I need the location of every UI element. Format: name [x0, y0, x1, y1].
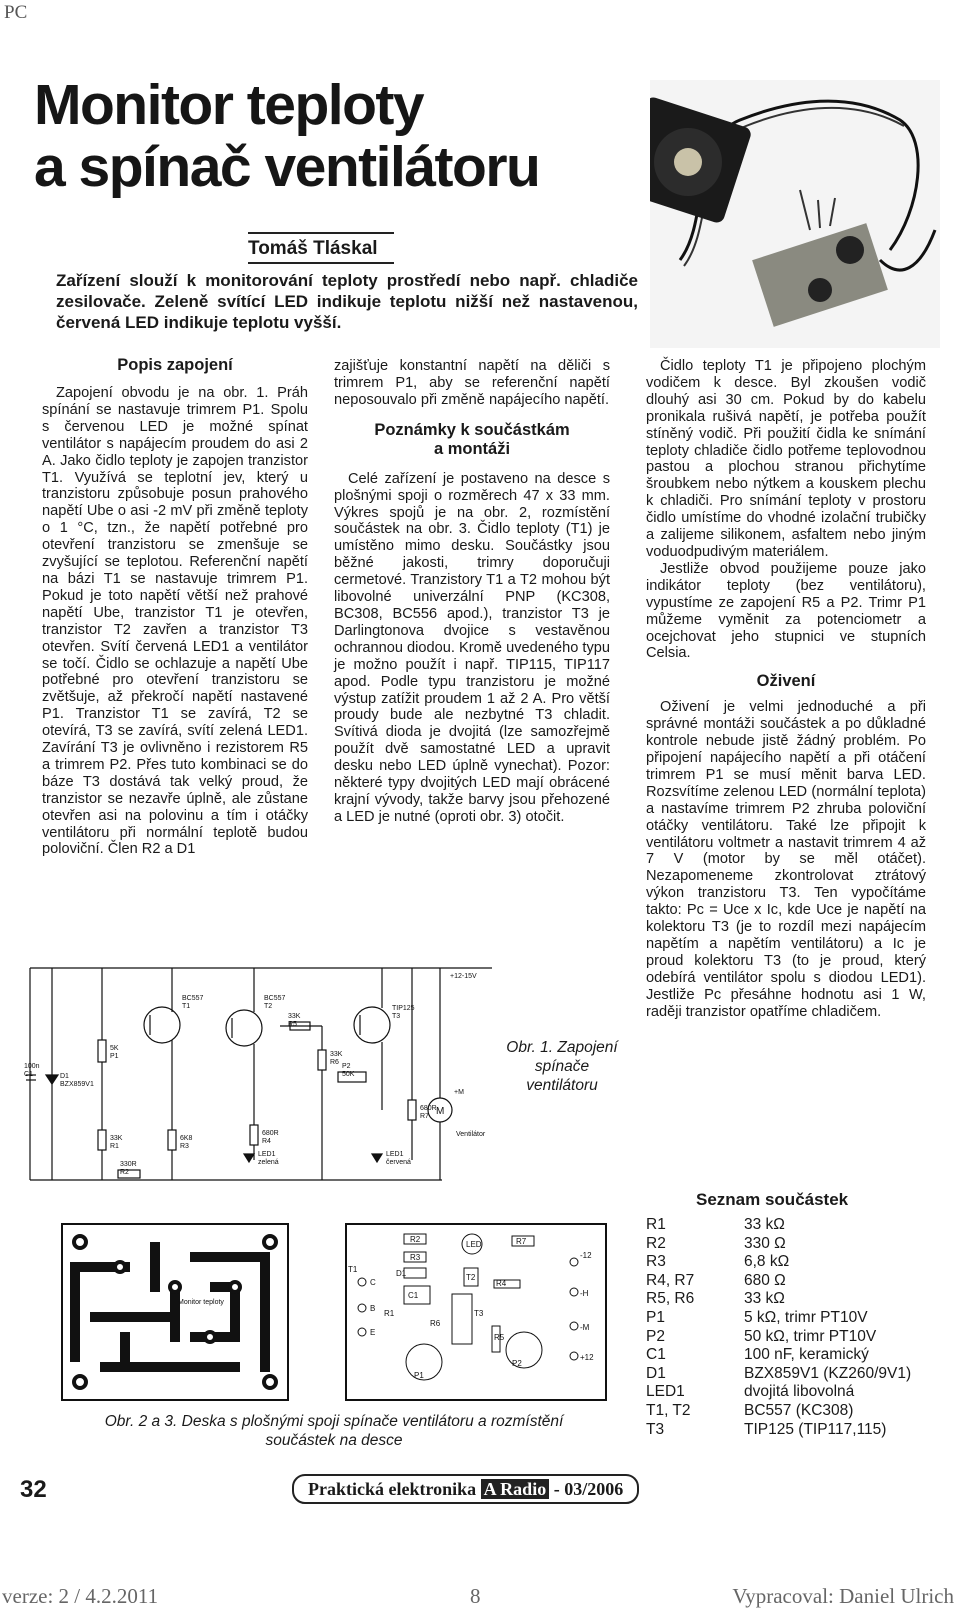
layout-c1: C1: [408, 1291, 419, 1300]
part-value: dvojitá libovolná: [744, 1383, 855, 1401]
part-value: 50 kΩ, trimr PT10V: [744, 1327, 877, 1345]
column-3: [646, 358, 926, 1021]
footer-author: Vypracoval: Daniel Ulrich: [732, 1584, 954, 1608]
label-r6: 33K R6: [330, 1051, 343, 1066]
layout-t3: T3: [474, 1309, 484, 1318]
page-number: 32: [20, 1476, 47, 1503]
label-r5: 33K R5: [288, 1013, 301, 1028]
part-ref: R4, R7: [646, 1271, 695, 1289]
banner-left: Praktická elektronika: [308, 1479, 477, 1499]
corner-label: PC: [4, 2, 28, 23]
label-p1: 5K P1: [110, 1045, 119, 1060]
footer-page: 8: [470, 1584, 481, 1608]
label-c1: 100n C1: [24, 1063, 40, 1078]
part-ref: D1: [646, 1364, 666, 1382]
pcb-label: Monitor teploty: [178, 1299, 224, 1306]
parts-row: [646, 1365, 911, 1384]
parts-row: [646, 1309, 911, 1328]
parts-row: [646, 1290, 911, 1309]
layout-t1: T1: [348, 1265, 358, 1274]
fan-board-photo: [650, 80, 940, 348]
parts-row: [646, 1216, 911, 1235]
layout-r3: R3: [410, 1253, 421, 1262]
col3-paragraph-1: Čidlo teploty T1 je připojeno plochým vodičem k desce. Byl zkoušen vodič dlouhý asi 30 cm. Pokud by do kabelu pronikala rušivá napětí, je potřeba použít stíněný vodič. Při použití čidla ke snímání teploty chladiče čidlo potřeme teplovodnou pastou a plochou stranou přichytíme šroubkem nebo nýtkem a kouskem plechu k chladiči. Pro snímání teploty v prostoru čidlo umístíme do vhodné izolační trubičky a zalijeme silikonem, asfaltem nebo jiným voduodpudivým materiálem.: [646, 358, 926, 560]
label-fan: Ventilátor: [456, 1131, 486, 1138]
layout-pin-h: -H: [580, 1289, 589, 1298]
col1-paragraph-1: Zapojení obvodu je na obr. 1. Práh spínání se nastavuje trimrem P1. Spolu s červenou LED je možné spínat ventilátor s napájecím proudem do asi 2 A. Jako čidlo teploty je zapojen tranzistor T1. Využívá se teplotní jev, který u tranzistoru způsobuje posun prahového napětí Ube o asi -2 mV při změně teploty o 1 °C, tzn., že napětí potřebné pro otevření tranzistoru se zmenšuje se zvyšující se teplotou. Referenční napětí na bázi T1 se nastavuje trimrem P1. Pokud je toto napětí větší než prahové napětí Ube, tranzistor T1 je otevřen, tranzistor T2 zavřen a tranzistor T3 otevřen. Svítí červená LED1 a ventilátor se točí. Čidlo se ochlazuje a napětí Ube potřebné pro otevření tranzistoru se zvětšuje, až překročí napětí nastavené P1. Tranzistor T1 se zavírá, T2 se otevírá, T3 se zavírá, svítí zelená LED1. Zavírání T3 je ovlivněno i rezistorem R5 a trimrem P2. Přes tuto kombinaci se do báze T3 dostává tak velký proud, že tranzistor se nezavře úplně, ale zůstane otevřen asi na polovinu a tím i otáčky ventilátoru při normální teplotě budou poloviční. Člen R2 a D1: [42, 385, 308, 858]
part-value: 6,8 kΩ: [744, 1253, 790, 1271]
parts-row: [646, 1235, 911, 1254]
pcb-copper-drawing: [60, 1222, 290, 1402]
layout-pin-m: -M: [580, 1323, 590, 1332]
footer-version: verze: 2 / 4.2.2011: [2, 1584, 159, 1608]
parts-list: [646, 1216, 911, 1439]
part-value: 680 Ω: [744, 1271, 786, 1289]
heading-popis-zapojeni: Popis zapojení: [117, 356, 233, 374]
banner-inverted: A Radio: [481, 1479, 550, 1499]
label-d1: D1 BZX859V1: [60, 1073, 94, 1088]
layout-r4: R4: [496, 1279, 507, 1288]
layout-r2: R2: [410, 1235, 421, 1244]
layout-d1: D1: [396, 1269, 407, 1278]
parts-row: [646, 1383, 911, 1402]
figure-2-3-caption: Obr. 2 a 3. Deska s plošnými spoji spínače ventilátoru a rozmístění součástek na desce: [104, 1413, 564, 1449]
label-r4: 680R R4: [262, 1130, 279, 1145]
figure-1-caption: Obr. 1. Zapojení spínače ventilátoru: [506, 1039, 618, 1094]
layout-r6: R6: [430, 1319, 441, 1328]
layout-led: LED: [466, 1240, 482, 1249]
column-1: [42, 356, 308, 858]
layout-pin-c: C: [370, 1278, 376, 1287]
part-ref: P2: [646, 1327, 665, 1345]
label-p2: P2 50K: [342, 1063, 355, 1078]
label-r7: 680R R7: [420, 1105, 437, 1120]
label-r2: 330R R2: [120, 1161, 137, 1176]
layout-r1: R1: [384, 1309, 395, 1318]
part-ref: T3: [646, 1420, 665, 1438]
parts-row: [646, 1328, 911, 1347]
part-value: 330 Ω: [744, 1234, 786, 1252]
part-value: 33 kΩ: [744, 1216, 785, 1233]
article-title: [34, 74, 634, 198]
part-ref: LED1: [646, 1383, 685, 1401]
label-t3: TIP125 T3: [392, 1005, 415, 1020]
part-ref: R3: [646, 1253, 666, 1271]
part-ref: C1: [646, 1346, 666, 1364]
label-r3: 6K8 R3: [180, 1135, 193, 1150]
part-value: BZX859V1 (KZ260/9V1): [744, 1364, 912, 1382]
parts-row: [646, 1421, 911, 1440]
lead-paragraph: Zařízení slouží k monitorování teploty prostředí nebo např. chladiče zesilovače. Zeleně svítící LED indikuje teplotu nižší než nastavenou, červená LED indikuje teplotu vyšší.: [56, 271, 638, 332]
layout-r7: R7: [516, 1237, 527, 1246]
part-ref: P1: [646, 1308, 665, 1326]
layout-p1: P1: [414, 1371, 424, 1380]
author: Tomáš Tláskal: [248, 238, 378, 259]
label-t2: BC557 T2: [264, 995, 286, 1010]
label-led-green: LED1 zelená: [258, 1151, 279, 1166]
author-rule-top: [248, 232, 394, 234]
parts-row: [646, 1272, 911, 1291]
component-layout-drawing: [344, 1222, 608, 1402]
part-value: 5 kΩ, trimr PT10V: [744, 1308, 868, 1326]
title-line-2: a spínač ventilátoru: [34, 135, 540, 199]
layout-r5: R5: [494, 1333, 505, 1342]
heading-poznamky-line-2: a montáži: [433, 439, 511, 458]
part-ref: R5, R6: [646, 1290, 695, 1308]
title-line-1: Monitor teploty: [34, 73, 424, 137]
banner-right: - 03/2006: [553, 1479, 624, 1499]
col2-paragraph-1: Celé zařízení je postaveno na desce s plošnými spoji o rozměrech 47 x 33 mm. Výkres spojů je na obr. 2, rozmístění součástek na obr. 3. Čidlo teploty (T1) je umístěno mimo desku. Součástky jsou běžné jakosti, trimry doporučuji cermetové. Tranzistory T1 a T2 mohou být libovolné univerzální PNP (KC308, BC308, BC556 apod.), tranzistor T3 je Darlingtonova dvojice s vestavěnou ochrannou diodou. Kromě uvedeného typu je možno použít i např. TIP115, TIP117 apod. Podle typu tranzistoru je možné výstup zatížit proudem 1 až 2 A. Pro větší proudy bude ale nezbytné T3 chladit. Svítivá dioda je dvojitá (lze samozřejmě použít dvě samostatné LED a upravit desku nebo LED úplně vynechat). Pozor: některé typy dvojitých LED mají obrácené krajní vývody, takže barvy jsou přehozené a LED je nutné (oproti obr. 3) otočit.: [334, 470, 610, 825]
layout-pin-e: E: [370, 1328, 376, 1337]
parts-row: [646, 1346, 911, 1365]
layout-pin-m12: -12: [580, 1251, 592, 1260]
label-t1: BC557 T1: [182, 995, 204, 1010]
parts-row: [646, 1402, 911, 1421]
label-motor-plus: +M: [454, 1089, 464, 1096]
label-supply: +12-15V: [450, 973, 477, 980]
heading-poznamky-line-1: Poznámky k součástkám: [374, 420, 570, 439]
part-value: 100 nF, keramický: [744, 1346, 869, 1364]
layout-t2: T2: [466, 1273, 476, 1282]
part-ref: T1, T2: [646, 1401, 691, 1419]
col2-paragraph-0: zajišťuje konstantní napětí na děliči s trimrem P1, aby se referenční napětí neposouvalo při změně napájecího napětí.: [334, 358, 610, 408]
magazine-banner: [292, 1474, 639, 1504]
part-ref: R2: [646, 1234, 666, 1252]
col3-paragraph-3: Oživení je velmi jednoduché a při správné montáži součástek a po důkladné kontrole nebude jistě žádný problém. Po připojení napájecího napětí a při otáčení trimrem P1 se musí měnit barva LED. Rozsvítíme zelenou LED (normální teplota) a nastavíme trimrem P2 zhruba poloviční otáčky ventilátoru. Také lze připojit k ventilátoru voltmetr a nastavit trimrem 4 až 7 V (motor by se měl otáčet). Nezapomeneme zkontrolovat ztrátový výkon tranzistoru T3. Ten vypočítáme takto: Pc = Uce x Ic, kde Uce je napětí na kolektoru T3 (je to rozdíl mezi napájecím napětím a napětím ventilátoru) a Ic je proud kolektoru T3 (to je proud, který odebírá ventilátor spolu s diodou LED1). Jestliže Pc přesáhne hodnotu asi 1 W, raději tranzistor opatříme chladičem.: [646, 699, 926, 1020]
layout-pin-b: B: [370, 1304, 376, 1313]
column-2: [334, 358, 610, 826]
label-led-red: LED1 červená: [386, 1151, 411, 1166]
layout-p2: P2: [512, 1359, 522, 1368]
part-value: 33 kΩ: [744, 1290, 785, 1308]
author-rule-bottom: [248, 262, 394, 264]
parts-list-title: Seznam součástek: [696, 1190, 849, 1209]
part-value: BC557 (KC308): [744, 1401, 854, 1419]
part-ref: R1: [646, 1216, 666, 1233]
parts-row: [646, 1253, 911, 1272]
label-r1: 33K R1: [110, 1135, 123, 1150]
col3-paragraph-2: Jestliže obvod použijeme pouze jako indikátor teploty (bez ventilátoru), vypustíme ze zapojení R5 a P2. Trimr P1 můžeme vyměnit za potenciometr a ocejchovat jeho stupnici ve stupních Celsia.: [646, 560, 926, 662]
part-value: TIP125 (TIP117,115): [744, 1420, 887, 1438]
label-motor: M: [436, 1106, 445, 1117]
schematic-diagram: [22, 960, 522, 1220]
layout-pin-p12: +12: [580, 1353, 594, 1362]
heading-poznamky: [334, 421, 610, 459]
heading-oziveni: Oživení: [756, 672, 816, 691]
